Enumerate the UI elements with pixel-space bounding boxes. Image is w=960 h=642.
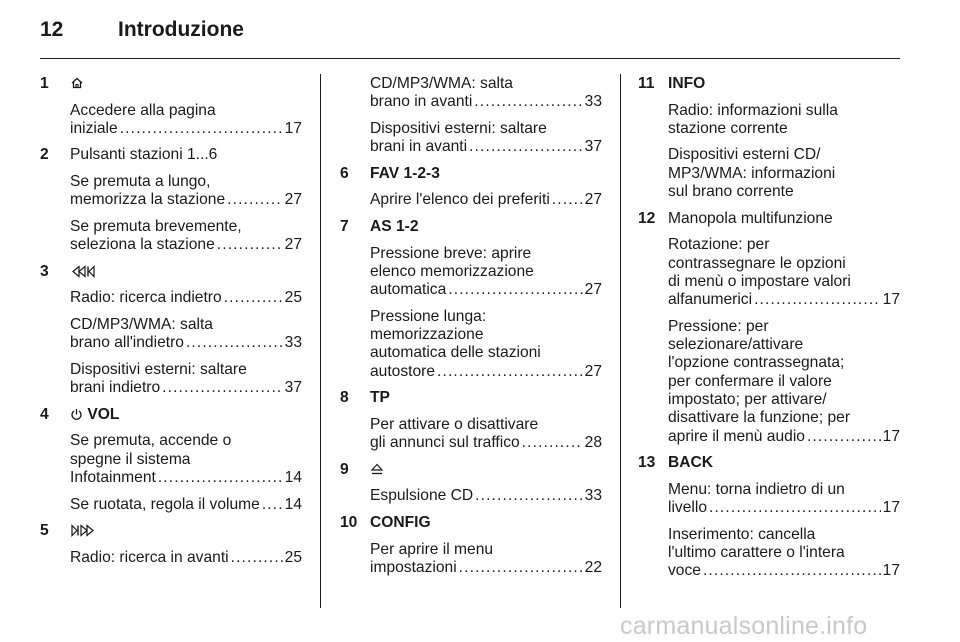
entry-body <box>340 191 602 209</box>
legend-entry <box>340 389 602 452</box>
toc-entry-text: alfanumerici <box>668 291 753 309</box>
entry-number: 8 <box>340 389 349 407</box>
legend-entry <box>638 210 900 446</box>
toc-entry-text: voce <box>668 562 701 580</box>
entry-paragraph <box>70 102 302 139</box>
dot-leader <box>224 289 283 307</box>
continued-entry <box>340 75 602 156</box>
entry-title <box>668 210 833 228</box>
toc-page-number: 17 <box>882 562 900 580</box>
entry-body <box>40 549 302 567</box>
entry-header <box>40 146 302 164</box>
entry-body <box>40 102 302 139</box>
entry-paragraph <box>370 416 602 453</box>
seek-forward-icon <box>70 522 96 540</box>
entry-title-text: Pulsanti stazioni 1...6 <box>70 146 218 164</box>
entry-paragraph <box>370 487 602 505</box>
toc-leader-line <box>70 236 302 254</box>
text-line: Radio: informazioni sulla <box>668 101 838 119</box>
entry-header <box>638 454 900 472</box>
entry-paragraph <box>70 316 302 353</box>
text-line: Pressione lunga: <box>370 307 487 325</box>
dot-leader <box>120 120 283 138</box>
entry-number: 10 <box>340 513 358 531</box>
entry-header <box>638 210 900 228</box>
entry-paragraph <box>70 432 302 487</box>
entry-body <box>40 432 302 513</box>
entry-header <box>340 218 602 236</box>
toc-entry-text: aprire il menù audio <box>668 427 805 445</box>
legend-entry <box>40 406 302 514</box>
entry-paragraph <box>668 318 900 446</box>
toc-page-number: 17 <box>882 427 900 445</box>
text-line: Inserimento: cancella <box>668 525 816 543</box>
entry-title <box>70 75 84 93</box>
legend-entry <box>340 218 602 381</box>
text-line: contrassegnare le opzioni <box>668 254 846 272</box>
dot-leader <box>162 379 282 397</box>
toc-leader-line <box>70 289 302 307</box>
legend-entry <box>340 461 602 506</box>
legend-entry <box>340 165 602 210</box>
seek-back-icon <box>70 263 96 281</box>
text-line: Accedere alla pagina <box>70 101 216 119</box>
toc-leader-line <box>668 291 900 309</box>
toc-leader-line <box>70 469 302 487</box>
toc-page-number: 14 <box>284 495 302 513</box>
entry-paragraph <box>370 541 602 578</box>
text-line: Se premuta a lungo, <box>70 173 211 191</box>
text-line: Se premuta brevemente, <box>70 217 242 235</box>
toc-entry-text: autostore <box>370 362 436 380</box>
entry-paragraph <box>70 496 302 514</box>
entry-paragraph <box>668 481 900 518</box>
entry-title <box>70 522 96 540</box>
toc-leader-line <box>668 499 900 517</box>
toc-page-number: 22 <box>584 558 602 576</box>
entry-number: 3 <box>40 262 49 280</box>
legend-entry <box>638 75 900 201</box>
entry-title-text: VOL <box>87 405 120 423</box>
column-divider <box>320 74 321 608</box>
toc-leader-line <box>370 434 602 452</box>
entry-paragraph <box>370 191 602 209</box>
toc-leader-line <box>370 487 602 505</box>
toc-page-number: 14 <box>284 469 302 487</box>
entry-paragraph <box>668 236 900 309</box>
text-line: Menu: torna indietro di un <box>668 480 845 498</box>
entry-header <box>40 263 302 281</box>
dot-leader <box>709 499 881 517</box>
entry-title <box>370 514 431 532</box>
dot-leader <box>437 363 583 381</box>
toc-entry-text: Infotainment <box>70 469 156 487</box>
entry-header <box>340 514 602 532</box>
toc-leader-line <box>370 191 602 209</box>
toc-page-number: 27 <box>584 362 602 380</box>
dot-leader <box>231 549 283 567</box>
entry-paragraph <box>370 120 602 157</box>
toc-page-number: 25 <box>284 548 302 566</box>
toc-entry-text: brani indietro <box>70 379 161 397</box>
toc-entry-text: Radio: ricerca in avanti <box>70 548 229 566</box>
entry-title-text: Manopola multifunzione <box>668 209 833 227</box>
toc-leader-line <box>70 120 302 138</box>
text-line: Pressione breve: aprire <box>370 244 532 262</box>
legend-entry <box>40 522 302 567</box>
toc-entry-text: memorizza la stazione <box>70 191 226 209</box>
toc-entry-text: livello <box>668 499 707 517</box>
watermark: carmanualsonline.info <box>620 612 868 640</box>
entry-paragraph <box>668 146 900 201</box>
toc-page-number: 27 <box>284 191 302 209</box>
entry-paragraph <box>370 308 602 381</box>
toc-leader-line <box>370 138 602 156</box>
text-line: l'ultimo carattere o l'intera <box>668 543 845 561</box>
entry-title <box>370 165 440 183</box>
legend-entry <box>40 75 302 138</box>
legend-entry <box>340 514 602 577</box>
toc-entry-text: brano in avanti <box>370 93 473 111</box>
entry-title <box>70 406 119 424</box>
toc-leader-line <box>668 428 900 446</box>
text-line: spegne il sistema <box>70 450 191 468</box>
entry-body <box>340 541 602 578</box>
text-line: disattivare la funzione; per <box>668 409 851 427</box>
dot-leader <box>262 496 283 514</box>
dot-leader <box>807 428 881 446</box>
entry-number: 4 <box>40 405 49 423</box>
entry-number: 9 <box>340 460 349 478</box>
entry-title <box>370 461 384 479</box>
entry-paragraph <box>70 361 302 398</box>
text-line: CD/MP3/WMA: salta <box>70 316 213 334</box>
legend-entry <box>638 454 900 580</box>
column-2 <box>340 75 602 577</box>
toc-page-number: 33 <box>284 334 302 352</box>
entry-header <box>40 522 302 540</box>
entry-header <box>40 406 302 424</box>
entry-body <box>638 236 900 446</box>
toc-page-number: 25 <box>284 289 302 307</box>
entry-paragraph <box>370 75 602 112</box>
toc-leader-line <box>70 379 302 397</box>
dot-leader <box>459 559 583 577</box>
toc-entry-text: gli annunci sul traffico <box>370 434 520 452</box>
dot-leader <box>754 291 881 309</box>
eject-icon <box>370 461 384 479</box>
entry-header <box>340 461 602 479</box>
entry-number: 6 <box>340 164 349 182</box>
entry-paragraph <box>70 289 302 307</box>
dot-leader <box>227 191 283 209</box>
page-number: 12 <box>40 18 64 41</box>
text-line: selezionare/attivare <box>668 336 804 354</box>
text-line: MP3/WMA: informazioni <box>668 164 836 182</box>
entry-title <box>668 454 713 472</box>
toc-entry-text: brani in avanti <box>370 138 468 156</box>
legend-entry <box>40 263 302 398</box>
entry-number: 12 <box>638 209 656 227</box>
dot-leader <box>475 487 582 505</box>
dot-leader <box>448 281 582 299</box>
entry-body <box>340 416 602 453</box>
toc-leader-line <box>668 562 900 580</box>
entry-body <box>340 245 602 381</box>
column-divider <box>620 74 621 608</box>
column-3 <box>638 75 900 581</box>
text-line: Se premuta, accende o <box>70 432 232 450</box>
dot-leader <box>703 562 881 580</box>
toc-leader-line <box>70 191 302 209</box>
entry-paragraph <box>668 526 900 581</box>
column-1 <box>40 75 302 567</box>
header-rule <box>40 58 900 59</box>
toc-entry-text: seleziona la stazione <box>70 236 215 254</box>
entry-paragraph <box>70 218 302 255</box>
text-line: memorizzazione <box>370 326 484 344</box>
text-line: Pressione: per <box>668 317 769 335</box>
text-line: stazione corrente <box>668 119 788 137</box>
entry-header <box>340 389 602 407</box>
entry-title <box>370 218 419 236</box>
toc-leader-line <box>370 559 602 577</box>
toc-leader-line <box>370 281 602 299</box>
toc-page-number: 37 <box>284 379 302 397</box>
toc-page-number: 27 <box>584 191 602 209</box>
toc-entry-text: brano all'indietro <box>70 334 184 352</box>
toc-page-number: 27 <box>584 281 602 299</box>
dot-leader <box>469 138 583 156</box>
entry-paragraph <box>370 245 602 300</box>
entry-header <box>340 165 602 183</box>
toc-entry-text: iniziale <box>70 119 118 137</box>
entry-title-text: TP <box>370 389 390 407</box>
text-line: Dispositivi esterni: saltare <box>70 360 247 378</box>
text-line: l'opzione contrassegnata; <box>668 354 845 372</box>
toc-entry-text: automatica <box>370 281 447 299</box>
home-icon <box>70 75 84 93</box>
toc-page-number: 17 <box>284 119 302 137</box>
entry-paragraph <box>668 102 900 139</box>
text-line: automatica delle stazioni <box>370 344 541 362</box>
dot-leader <box>158 469 283 487</box>
toc-entry-text: Espulsione CD <box>370 487 474 505</box>
toc-page-number: 17 <box>882 291 900 309</box>
toc-page-number: 33 <box>584 93 602 111</box>
entry-title <box>70 263 96 281</box>
entry-title-text: INFO <box>668 75 706 92</box>
entry-body <box>40 173 302 254</box>
entry-paragraph <box>70 549 302 567</box>
toc-page-number: 27 <box>284 236 302 254</box>
page-title: Introduzione <box>118 18 244 41</box>
toc-page-number: 17 <box>882 499 900 517</box>
toc-entry-text: Radio: ricerca indietro <box>70 289 222 307</box>
toc-leader-line <box>70 496 302 514</box>
entry-body <box>40 289 302 397</box>
dot-leader <box>474 93 582 111</box>
entry-body <box>638 481 900 581</box>
entry-title <box>370 389 390 407</box>
entry-number: 13 <box>638 454 656 472</box>
text-line: Per aprire il menu <box>370 540 494 558</box>
dot-leader <box>552 191 583 209</box>
entry-body <box>340 487 602 505</box>
entry-paragraph <box>70 173 302 210</box>
entry-title <box>70 146 217 164</box>
entry-title-text: BACK <box>668 454 714 472</box>
text-line: sul brano corrente <box>668 183 794 201</box>
entry-header <box>638 75 900 93</box>
text-line: Rotazione: per <box>668 236 770 254</box>
toc-leader-line <box>70 549 302 567</box>
entry-body <box>638 102 900 202</box>
dot-leader <box>522 434 583 452</box>
text-line: Per attivare o disattivare <box>370 415 539 433</box>
entry-number: 2 <box>40 146 49 164</box>
entry-number: 11 <box>638 75 655 92</box>
entry-body <box>340 75 602 156</box>
entry-number: 5 <box>40 522 49 540</box>
text-line: per confermare il valore <box>668 372 832 390</box>
toc-entry-text: impostazioni <box>370 558 457 576</box>
text-line: Dispositivi esterni: saltare <box>370 119 547 137</box>
entry-number: 1 <box>40 75 49 92</box>
entry-number: 7 <box>340 217 349 235</box>
toc-leader-line <box>70 334 302 352</box>
toc-page-number: 28 <box>584 434 602 452</box>
dot-leader <box>217 236 283 254</box>
toc-page-number: 33 <box>584 487 602 505</box>
toc-page-number: 37 <box>584 138 602 156</box>
text-line: di menù o impostare valori <box>668 272 851 290</box>
entry-title-text: AS 1-2 <box>370 217 419 235</box>
entry-title <box>668 75 705 93</box>
entry-title-text: FAV 1-2-3 <box>370 164 440 182</box>
legend-entry <box>40 146 302 254</box>
text-line: CD/MP3/WMA: salta <box>370 75 513 92</box>
entry-header <box>40 75 302 93</box>
text-line: impostato; per attivare/ <box>668 390 827 408</box>
entry-title-text: CONFIG <box>370 513 431 531</box>
toc-entry-text: Se ruotata, regola il volume <box>70 495 260 513</box>
toc-leader-line <box>370 363 602 381</box>
toc-entry-text: Aprire l'elenco dei preferiti <box>370 191 550 209</box>
text-line: elenco memorizzazione <box>370 262 534 280</box>
power-icon <box>70 406 83 424</box>
text-line: Dispositivi esterni CD/ <box>668 146 821 164</box>
page-header <box>0 0 960 60</box>
toc-leader-line <box>370 93 602 111</box>
dot-leader <box>186 334 283 352</box>
